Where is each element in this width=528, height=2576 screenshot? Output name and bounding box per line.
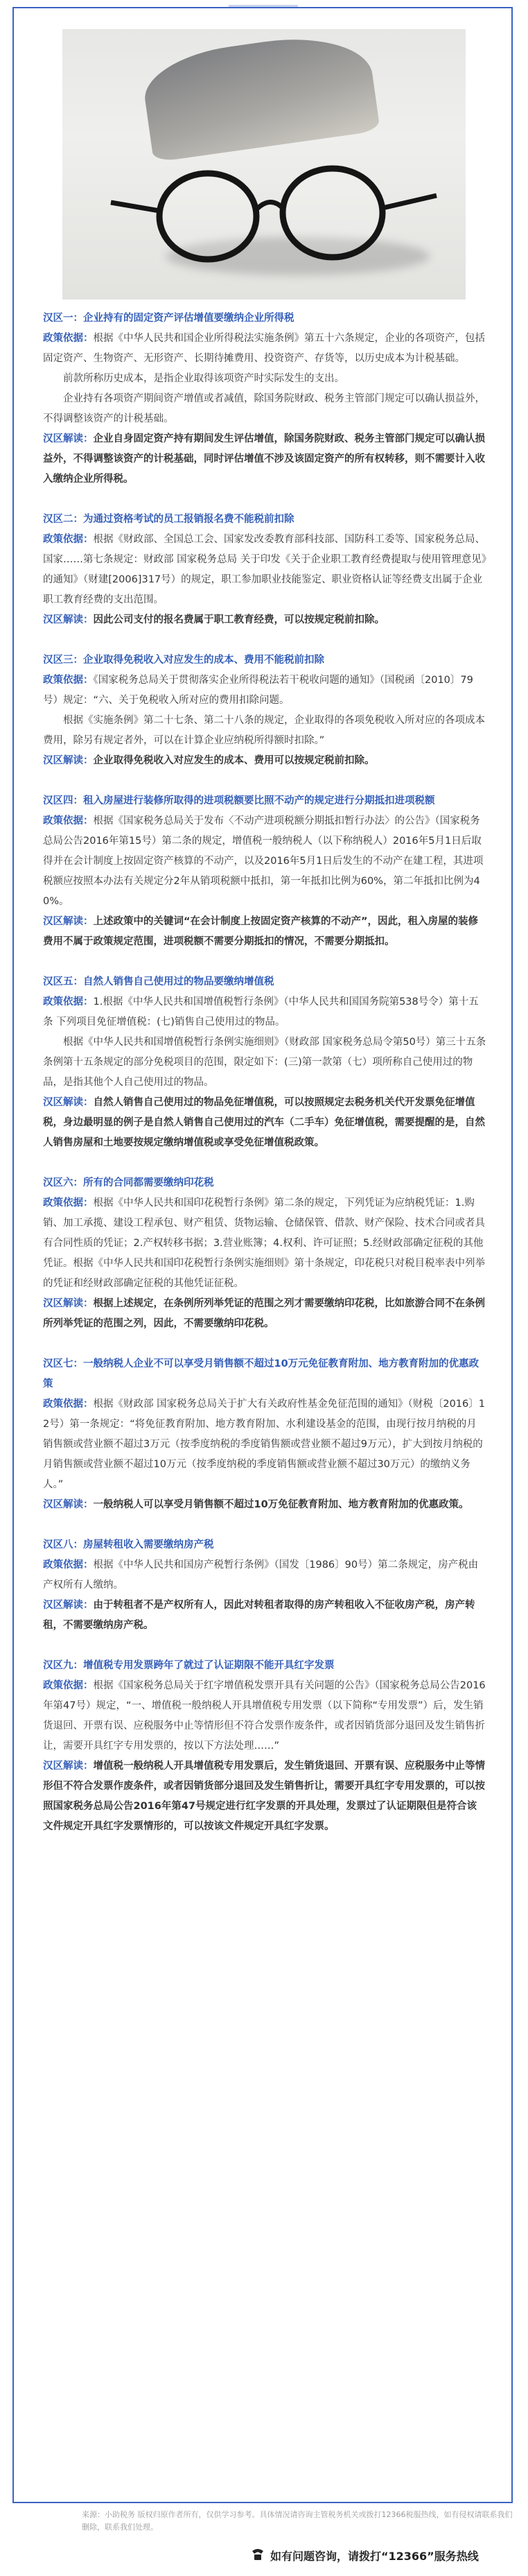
paragraph-label: 政策依据： [43, 1198, 94, 1209]
paragraph [43, 1093, 486, 1153]
paragraph-label: 汉区解读： [43, 1097, 94, 1108]
paragraph [43, 329, 486, 369]
paragraph-label: 政策依据： [43, 1680, 94, 1691]
paragraph-text: 1.根据《中华人民共和国增值税暂行条例》（中华人民共和国国务院第538号令）第十五条 下列项目免征增值税：(七)销售自己使用过的物品。 [43, 996, 479, 1028]
glasses-icon [62, 29, 466, 300]
paragraph-text: 根据《中华人民共和国房产税暂行条例》（国发〔1986〕90号）第二条规定，房产税由产权所有人缴纳。 [43, 1559, 479, 1591]
paragraph-label: 政策依据： [43, 333, 94, 344]
paragraph-label: 汉区解读： [43, 1761, 94, 1772]
hero-image-glasses [62, 29, 466, 300]
section-5 [43, 972, 486, 1173]
paragraph [43, 1193, 486, 1294]
section-spacer [43, 952, 486, 972]
paragraph-text: 自然人销售自己使用过的物品免征增值税，可以按照规定去税务机关代开发票免征增值税，身边最明显的例子是自然人销售自己使用过的汽车（二手车）免征增值税，需要提醒的是，自然人销售房屋和土地要按规定缴纳增值税或享受免征增值税政策。 [43, 1097, 485, 1148]
paragraph [43, 912, 486, 952]
paragraph-text: 前款所称历史成本，是指企业取得该项资产时实际发生的支出。 [63, 373, 344, 384]
section-title: 汉区七：一般纳税人企业不可以享受月销售额不超过10万元免征教育附加、地方教育附加的优惠政策 [43, 1358, 479, 1390]
section-spacer [43, 1153, 486, 1173]
paragraph-text: 一般纳税人可以享受月销售额不超过10万免征教育附加、地方教育附加的优惠政策。 [93, 1499, 469, 1510]
paragraph-label: 政策依据： [43, 1399, 94, 1410]
paragraph-text: 根据《财政部 国家税务总局关于扩大有关政府性基金免征范围的通知》（财税〔2016〕12号）第一条规定：“将免征教育附加、地方教育附加、水利建设基金的范围，由现行按月纳税的月销售额或营业额不超过3万元（按季度纳税的季度销售额或营业额不超过9万元），扩大到按月纳税的月销售额或营业额不超过10万元（按季度纳税的季度销售额或营业额不超过30万元）的缴纳义务人。” [43, 1399, 485, 1490]
paragraph-label: 汉区解读： [43, 1600, 94, 1611]
section-8 [43, 1535, 486, 1656]
paragraph-label: 汉区解读： [43, 433, 94, 444]
paragraph [43, 1756, 486, 1837]
section-spacer [43, 771, 486, 791]
paragraph-text: 企业自身固定资产持有期间发生评估增值，除国务院财政、税务主管部门规定可以确认损益外，不得调整该资产的计税基础，同时评估增值不涉及该固定资产的所有权转移，则不需要计入收入缴纳企业所得税。 [43, 433, 485, 485]
top-decoration [0, 0, 528, 6]
paragraph [43, 1294, 486, 1334]
paragraph [43, 1032, 486, 1093]
paragraph [43, 751, 486, 771]
paragraph-text: 根据《财政部、全国总工会、国家发改委教育部科技部、国防科工委等、国家税务总局、国家……第七条规定：财政部 国家税务总局 关于印发《关于企业职工教育经费提取与使用管理意见》的通知》（财建[2006]317号）的规定，职工参加职业技能鉴定、职业资格认证等经费支出属于企业职工教育经费的支出范围。 [43, 534, 486, 605]
section-4 [43, 791, 486, 972]
paragraph-label: 汉区解读： [43, 755, 94, 766]
paragraph-label: 政策依据： [43, 675, 94, 686]
paragraph-text: 根据《实施条例》第二十七条、第二十八条的规定，企业取得的各项免税收入所对应的各项成本费用，除另有规定者外，可以在计算企业应纳税所得额时扣除。” [43, 715, 485, 746]
paragraph [43, 811, 486, 912]
section-title: 汉区五：自然人销售自己使用过的物品要缴纳增值税 [43, 976, 274, 987]
source-note: 来源：小助税务 版权归原作者所有，仅供学习参考。具体情况请咨询主管税务机关或拨打12366税服热线，如有侵权请联系我们删除，联系我们处理。 [82, 2510, 513, 2532]
paragraph-text: 根据《国家税务总局关于红字增值税发票开具有关问题的公告》（国家税务总局公告2016年第47号）规定，“一、增值税一般纳税人开具增值税专用发票（以下简称“专用发票”）后，发生销货退回、开票有误、应税服务中止等情形但不符合发票作废条件，或者因销货部分退回及发生销售折让，需要开具红字专用发票的，按以下方法处理……” [43, 1680, 486, 1752]
section-spacer [43, 630, 486, 650]
section-spacer [43, 1515, 486, 1535]
hotline-text: 如有问题咨询，请拨打“12366”服务热线 [270, 2550, 479, 2563]
paragraph-label: 政策依据： [43, 815, 94, 827]
paragraph [43, 389, 486, 429]
paragraph [43, 1596, 486, 1636]
paragraph-text: 根据《中华人民共和国增值税暂行条例实施细则》（财政部 国家税务总局令第50号）第三十五条 条例第十五条规定的部分免税项目的范围，限定如下：(三)第一款第（七）项所称自己使用过的物品，是指其他个人自己使用过的物品。 [43, 1037, 486, 1088]
paragraph [43, 610, 486, 630]
paragraph-label: 汉区解读： [43, 1499, 94, 1510]
section-title: 汉区九：增值税专用发票跨年了就过了认证期限不能开具红字发票 [43, 1660, 335, 1671]
paragraph-text: 企业持有各项资产期间资产增值或者减值，除国务院财政、税务主管部门规定可以确认损益外，不得调整该资产的计税基础。 [43, 393, 485, 424]
paragraph [43, 711, 486, 751]
paragraph-text: 根据《中华人民共和国企业所得税法实施条例》第五十六条规定，企业的各项资产，包括固定资产、生物资产、无形资产、长期待摊费用、投资资产、存货等，以历史成本为计税基础。 [43, 333, 485, 364]
paragraph-label: 政策依据： [43, 1559, 94, 1571]
section-3 [43, 650, 486, 791]
section-title: 汉区四：租入房屋进行装修所取得的进项税额要比照不动产的规定进行分期抵扣进项税额 [43, 795, 435, 806]
paragraph-label: 政策依据： [43, 996, 94, 1008]
section-title: 汉区二：为通过资格考试的员工报销报名费不能税前扣除 [43, 514, 294, 525]
paragraph-text: 上述政策中的关键词“在会计制度上按固定资产核算的不动产”，因此，租入房屋的装修费用不属于政策规定范围，进项税额不需要分期抵扣的情况，不需要分期抵扣。 [43, 916, 479, 947]
paragraph-label: 政策依据： [43, 534, 94, 545]
paragraph-text: 企业取得免税收入对应发生的成本、费用可以按规定税前扣除。 [93, 755, 375, 766]
paragraph [43, 671, 486, 711]
paragraph [43, 992, 486, 1032]
paragraph [43, 1495, 486, 1515]
section-2 [43, 510, 486, 650]
section-7 [43, 1354, 486, 1535]
paragraph-text: 《国家税务总局关于贯彻落实企业所得税法若干税收问题的通知》（国税函〔2010〕79号）规定：“六、关于免税收入所对应的费用扣除问题。 [43, 675, 473, 706]
section-1 [43, 309, 486, 510]
paragraph-label: 汉区解读： [43, 614, 94, 625]
paragraph-text: 根据上述规定，在条例所列举凭证的范围之列才需要缴纳印花税，比如旅游合同不在条例所列举凭证的范围之列，因此，不需要缴纳印花税。 [43, 1298, 485, 1329]
paragraph [43, 1555, 486, 1596]
paragraph-text: 根据《国家税务总局关于发布〈不动产进项税额分期抵扣暂行办法〉的公告》（国家税务总局公告2016年第15号）第二条的规定，增值税一般纳税人（以下称纳税人）2016年5月1日后取得并在会计制度上按固定资产核算的不动产，以及2016年5月1日后发生的不动产在建工程，其进项税额应按照本办法有关规定分2年从销项税额中抵扣，第一年抵扣比例为60%，第二年抵扣比例为40%。 [43, 815, 484, 907]
section-spacer [43, 490, 486, 510]
paragraph [43, 1676, 486, 1756]
section-6 [43, 1173, 486, 1354]
section-spacer [43, 1334, 486, 1354]
section-spacer [43, 1636, 486, 1656]
paragraph-label: 汉区解读： [43, 1298, 94, 1309]
section-9 [43, 1656, 486, 1837]
paragraph-text: 因此公司支付的报名费属于职工教育经费，可以按规定税前扣除。 [93, 614, 385, 625]
section-title: 汉区三：企业取得免税收入对应发生的成本、费用不能税前扣除 [43, 655, 324, 666]
paragraph [43, 530, 486, 610]
paragraph [43, 369, 486, 389]
paragraph [43, 429, 486, 490]
section-title: 汉区八：房屋转租收入需要缴纳房产税 [43, 1539, 214, 1550]
article-body [43, 309, 486, 1837]
paragraph-text: 由于转租者不是产权所有人，因此对转租者取得的房产转租收入不征收房产税，房产转租，不需要缴纳房产税。 [43, 1600, 475, 1631]
paragraph-text: 增值税一般纳税人开具增值税专用发票后，发生销货退回、开票有误、应税服务中止等情形但不符合发票作废条件，或者因销货部分退回及发生销售折让，需要开具红字专用发票的，可以按照国家税务总局公告2016年第47号规定进行红字发票的开具处理，发票过了认证期限但是符合该文件规定开具红字发票情形的，可以按该文件规定开具红字发票。 [43, 1761, 485, 1832]
section-title: 汉区六：所有的合同都需要缴纳印花税 [43, 1177, 214, 1188]
paragraph-text: 根据《中华人民共和国印花税暂行条例》第二条的规定，下列凭证为应纳税凭证：1.购销、加工承揽、建设工程承包、财产租赁、货物运输、仓储保管、借款、财产保险、技术合同或者具有合同性质的凭证；2.产权转移书据；3.营业账簿；4.权利、许可证照；5.经财政部确定征税的其他凭证。根据《中华人民共和国印花税暂行条例实施细则》第十条规定，印花税只对税目税率表中列举的凭证和经财政部确定征税的其他凭证征税。 [43, 1198, 485, 1289]
paragraph [43, 1394, 486, 1495]
phone-icon [251, 2548, 265, 2561]
section-title: 汉区一：企业持有的固定资产评估增值要缴纳企业所得税 [43, 313, 294, 324]
paragraph-label: 汉区解读： [43, 916, 94, 927]
